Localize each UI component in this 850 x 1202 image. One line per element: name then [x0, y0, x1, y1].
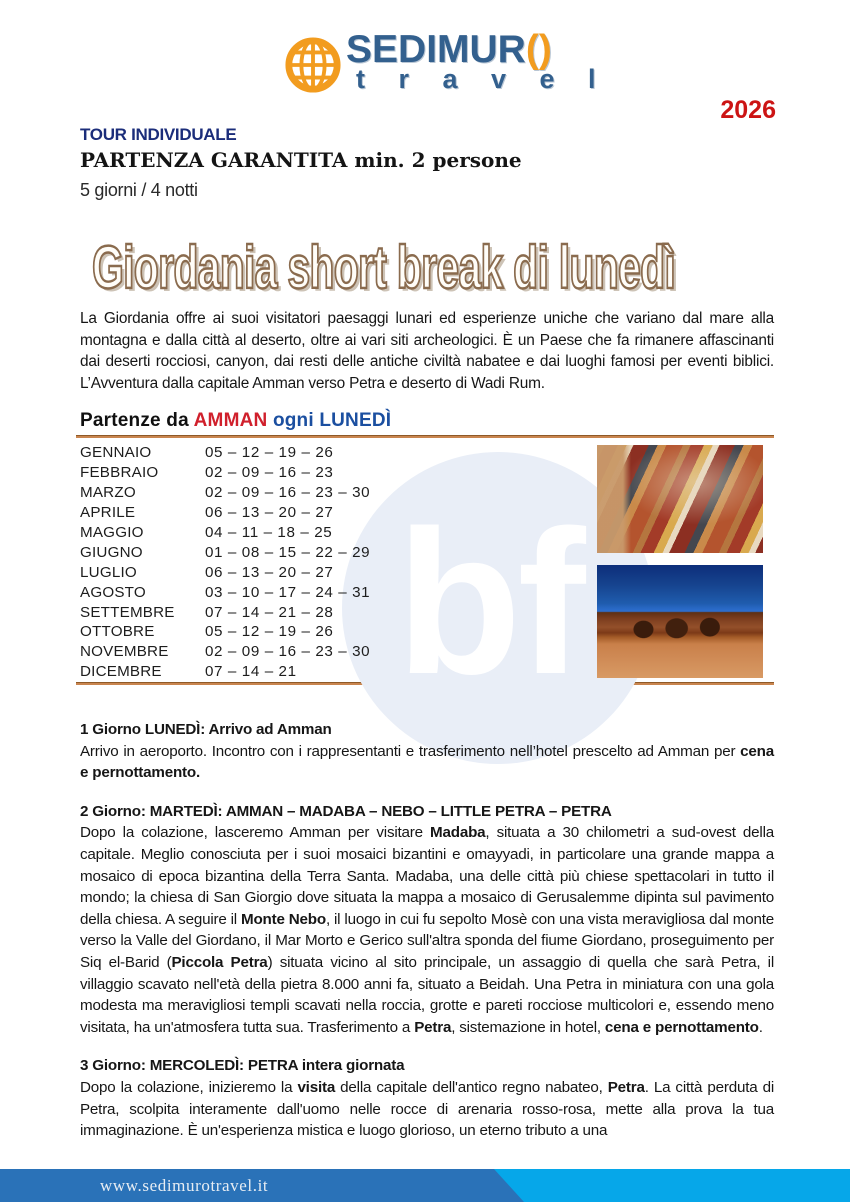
dates-cell: 06 – 13 – 20 – 27	[205, 563, 334, 581]
globe-icon	[284, 36, 342, 94]
departures-heading	[80, 410, 391, 432]
table-row	[80, 622, 500, 642]
footer-bar	[0, 1169, 850, 1202]
day-1-heading: 1 Giorno LUNEDÌ: Arrivo ad Amman	[80, 721, 332, 738]
table-row	[80, 523, 500, 543]
day-3-text: . La città perduta di Petra, scolpita interamente dall'uomo nelle rocce di arenaria rosso-rosa, mette alla prova la tua immaginazione. È un'esperienza mistica e luogo glorioso, un eterno tributo a una	[80, 1078, 774, 1140]
year-label: 2026	[720, 96, 776, 124]
dates-cell: 02 – 09 – 16 – 23	[205, 464, 334, 482]
itinerary-day-2	[80, 801, 774, 1039]
itinerary-day-3	[80, 1055, 774, 1141]
page-title: Giordania short break di lunedì	[92, 234, 676, 302]
month-cell: AGOSTO	[80, 583, 146, 601]
day-3-text-bold: visita	[297, 1078, 336, 1096]
day-2-text: Dopo la colazione, lasceremo Amman per visitare	[80, 824, 431, 842]
dates-cell: 05 – 12 – 19 – 26	[205, 444, 334, 462]
month-cell: SETTEMBRE	[80, 603, 175, 621]
table-row	[80, 562, 500, 582]
table-row	[80, 503, 500, 523]
itinerary	[80, 719, 774, 1159]
day-3-text: Dopo la colazione, inizieremo la	[80, 1078, 298, 1096]
day-3-heading: 3 Giorno: MERCOLEDÌ: PETRA intera giornata	[80, 1057, 405, 1075]
departures-heading-mid: ogni	[267, 410, 320, 431]
photo-petra-rock-strata	[597, 445, 763, 553]
day-1-text-bold: cena e pernottamento.	[80, 742, 774, 782]
month-cell: FEBBRAIO	[80, 464, 159, 482]
month-cell: MARZO	[80, 484, 136, 502]
divider-line-top	[76, 435, 774, 438]
table-row	[80, 463, 500, 483]
footer-website-url: www.sedimurotravel.it	[100, 1175, 269, 1195]
departures-heading-day: LUNEDÌ	[319, 410, 392, 431]
tour-type-label: TOUR INDIVIDUALE	[80, 125, 237, 144]
day-3-body	[80, 1077, 774, 1142]
sedimuro-travel-logo	[284, 30, 614, 94]
month-cell: OTTOBRE	[80, 623, 155, 641]
photo-petra-desert-caves	[597, 565, 763, 678]
dates-cell: 07 – 14 – 21 – 28	[205, 603, 334, 621]
dates-cell: 02 – 09 – 16 – 23 – 30	[205, 484, 371, 502]
day-2-text-bold: Piccola Petra	[171, 953, 268, 971]
departures-table	[80, 443, 500, 682]
dates-cell: 03 – 10 – 17 – 24 – 31	[205, 583, 371, 601]
month-cell: APRILE	[80, 504, 136, 522]
table-row	[80, 443, 500, 463]
table-row	[80, 662, 500, 682]
table-row	[80, 582, 500, 602]
day-2-text-bold: Monte Nebo	[241, 910, 326, 928]
dates-cell: 06 – 13 – 20 – 27	[205, 504, 334, 522]
departures-heading-lead: Partenze da	[80, 410, 194, 431]
month-cell: GIUGNO	[80, 543, 143, 561]
day-2-body	[80, 822, 774, 1038]
day-2-text: ) situata vicino al sito principale, un assaggio di quella che sarà Petra, il villaggio scavato nell'età della pietra 8.000 anni fa, situato a Beidah. Una Petra in miniatura con una gola modesta ma meravigliosi templi scavati nella roccia, grotte e pareti rocciose multicolori e, essendo meno visitata, ha un'atmosfera tutta sua. Trasferimento a	[80, 953, 775, 1036]
day-3-text: della capitale dell'antico regno nabateo,	[335, 1078, 608, 1096]
day-1-text: Arrivo in aeroporto. Incontro con i rappresentanti e trasferimento nell’hotel prescelto ad Amman per	[80, 742, 741, 760]
table-row	[80, 483, 500, 503]
dates-cell: 05 – 12 – 19 – 26	[205, 623, 334, 641]
bf-watermark: bf	[342, 452, 654, 764]
departures-heading-city: AMMAN	[193, 410, 268, 431]
day-2-text: , sistemazione in hotel,	[451, 1018, 605, 1036]
month-cell: DICEMBRE	[80, 663, 162, 681]
month-cell: MAGGIO	[80, 524, 144, 541]
month-cell: GENNAIO	[80, 444, 152, 462]
day-2-text: .	[758, 1018, 763, 1036]
day-3-text-bold: Petra	[607, 1078, 645, 1096]
day-1-body	[80, 741, 774, 784]
month-cell: NOVEMBRE	[80, 643, 169, 661]
duration-label: 5 giorni / 4 notti	[80, 180, 198, 200]
month-cell: LUGLIO	[80, 563, 137, 581]
dates-cell: 04 – 11 – 18 – 25	[205, 524, 333, 541]
table-row	[80, 542, 500, 562]
dates-cell: 01 – 08 – 15 – 22 – 29	[205, 543, 371, 561]
day-2-text-bold: Madaba	[430, 824, 486, 842]
brand-name: SEDIMUR()	[346, 28, 552, 71]
intro-paragraph: La Giordania offre ai suoi visitatori paesaggi lunari ed esperienze uniche che variano dal mare alla montagna e dalla città al deserto, oltre ai vari siti archeologici. È un Paese che fa rimanere affascinanti dai deserti rocciosi, canyon, dai resti delle antiche civiltà nabatee e dai luoghi famosi per eventi biblici. L’Avventura dalla capitale Amman verso Petra e deserto di Wadi Rum.	[80, 310, 774, 392]
day-2-heading: 2 Giorno: MARTEDÌ: AMMAN – MADABA – NEBO – LITTLE PETRA – PETRA	[80, 802, 612, 820]
day-2-text: , situata a 30 chilometri a sud-ovest della capitale. Meglio conosciuta per i suoi mosaici bizantini e omayyadi, in particolare una grande mappa a mosaico di epoca bizantina della Terra Santa. Madaba, una delle città più chiese spettacolari in tutto il mondo; la chiesa di San Giorgio dove situata la mappa a mosaico di Gerusalemme dipinta sul pavimento della chiesa. A seguire il	[80, 824, 774, 928]
table-row	[80, 642, 500, 662]
guarantee-label: PARTENZA GARANTITA min. 2 persone	[80, 148, 522, 172]
itinerary-day-1	[80, 719, 774, 784]
day-2-text: , il luogo in cui fu sepolto Mosè con una vista meravigliosa dal monte verso la Valle del Giordano, il Mar Morto e Gerico sull'altra sponda del fiume Giordano, proseguimento per Siq el-Barid (	[80, 910, 775, 971]
dates-cell: 02 – 09 – 16 – 23 – 30	[205, 643, 371, 661]
day-2-text-bold: cena e pernottamento	[604, 1018, 759, 1036]
brand-subname: t r a v e l	[356, 64, 609, 94]
brand-parens: ()	[525, 28, 552, 71]
table-row	[80, 602, 500, 622]
footer-dark-band	[0, 1169, 560, 1202]
day-2-text-bold: Petra	[414, 1018, 452, 1036]
dates-cell: 07 – 14 – 21	[205, 663, 297, 681]
